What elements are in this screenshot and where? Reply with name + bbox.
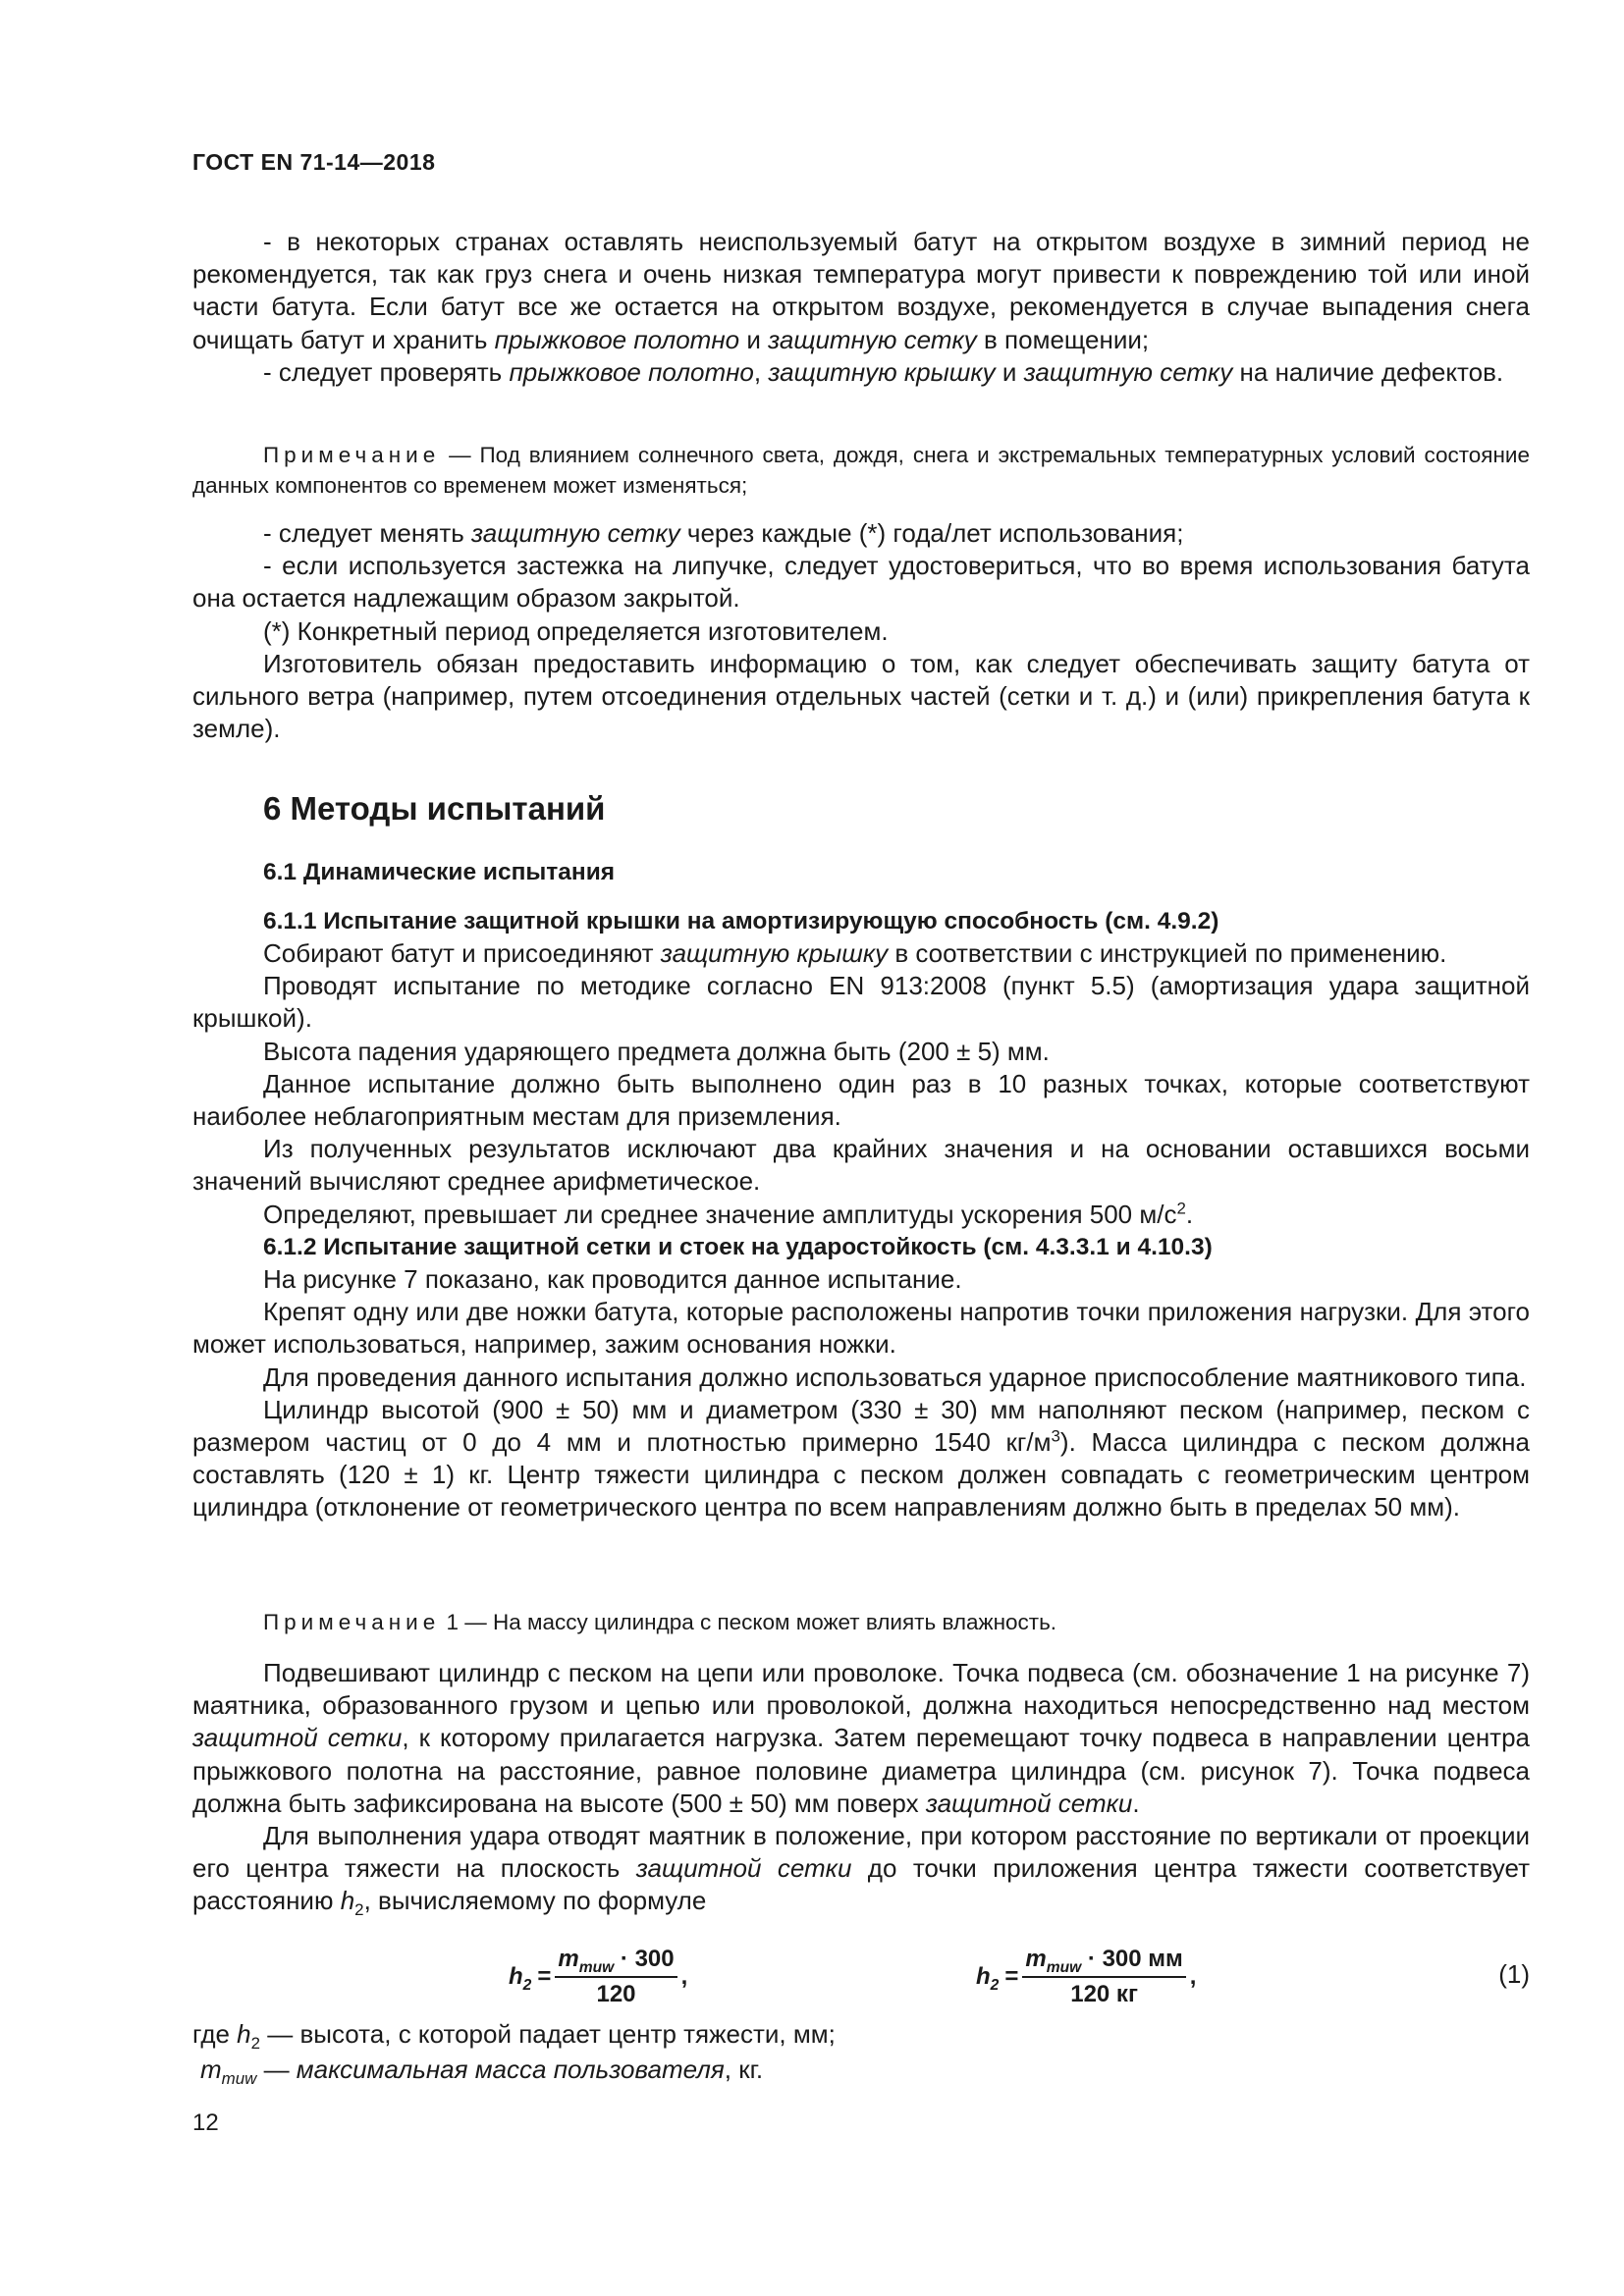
page-number: 12 <box>192 2109 219 2136</box>
text-block-4 <box>192 1657 1530 1918</box>
subsection-heading-6-1-2: 6.1.2 Испытание защитной сетки и стоек на ударостойкость (см. 4.3.3.1 и 4.10.3) <box>263 1233 1213 1260</box>
fraction: $\frac{m_{muw} \cdot 300}{120}$ <box>555 1946 677 2008</box>
paragraph: - следует менять защитную сетку через каждые (*) года/лет использования; <box>263 518 1184 548</box>
formula-with-units: $h_2$ = $\frac{m_{muw} \cdot 300 мм}{120 кг}$ , <box>976 1946 1197 2007</box>
paragraph: Для выполнения удара отводят маятник в положение, при котором расстояние по вертикали от проекции его центра тяжести на плоскость защитной сетки до точки приложения центра тяжести соответствует расстоянию $h_2$, вычисляемому по формуле <box>192 1821 1531 1920</box>
note-1: Примечание — Под влиянием солнечного света, дождя, снега и экстремальных температурных условий состояние данных компонентов со временем может изменяться; <box>192 443 1530 498</box>
paragraph: Высота падения ударяющего предмета должна быть (200 ± 5) мм. <box>263 1036 1050 1066</box>
subsection-heading-6-1-1: 6.1.1 Испытание защитной крышки на амортизирующую способность (см. 4.9.2) <box>263 908 1219 934</box>
paragraph: - если используется застежка на липучке, следует удостовериться, что во время использования батута она остается надлежащим образом закрытой. <box>192 551 1530 614</box>
paragraph: Подвешивают цилиндр с песком на цепи или проволоке. Точка подвеса (см. обозначение 1 на рисунке 7) маятника, образованного грузом и цепью или проволокой, должна находиться непосредственно над местом защитной сетки, к которому прилагается нагрузка. Затем перемещают точку подвеса в направлении центра прыжкового полотна на расстояние, равное половине диаметра цилиндра (см. рисунок 7). Точка подвеса должна быть зафиксирована на высоте (500 ± 50) мм поверх защитной сетки. <box>192 1658 1531 1818</box>
note-label: Примечание <box>263 443 441 467</box>
paragraph: Изготовитель обязан предоставить информацию о том, как следует обеспечивать защиту батута от сильного ветра (например, путем отсоединения отдельных частей (сетки и т. д.) и (или) прикрепления батута к земле). <box>192 648 1530 744</box>
paragraph: Собирают батут и присоединяют защитную крышку в соответствии с инструкцией по применению. <box>263 938 1447 968</box>
paragraph: - следует проверять прыжковое полотно, защитную крышку и защитную сетку на наличие дефектов. <box>263 356 1504 387</box>
document-header: ГОСТ EN 71-14—2018 <box>192 149 436 175</box>
note-label: Примечание <box>263 1610 441 1634</box>
paragraph: Цилиндр высотой (900 ± 50) мм и диаметром (330 ± 30) мм наполняют песком (например, песком с размером частиц от 0 до 4 мм и плотностью примерно 1540 $кг/м^3$). Масса цилиндра с песком должна составлять (120 ± 1) кг. Центр тяжести цилиндра с песком должен совпадать с геометрическим центром цилиндра (отклонение от геометрического центра по всем направлениям должно быть в пределах 50 мм). <box>192 1394 1530 1522</box>
paragraph: Данное испытание должно быть выполнено один раз в 10 разных точках, которые соответствуют наиболее неблагоприятным местам для приземления. <box>192 1068 1530 1132</box>
section-heading-6: 6 Методы испытаний <box>263 790 606 827</box>
formula-legend-h2: где $h_2$ — высота, с которой падает центр тяжести, мм; <box>192 2019 836 2054</box>
paragraph: Из полученных результатов исключают два крайних значения и на основании оставшихся восьми значений вычисляют среднее арифметическое. <box>192 1134 1530 1197</box>
text-block-2 <box>192 517 1530 745</box>
paragraph: Крепят одну или две ножки батута, которые расположены напротив точки приложения нагрузки. Для этого может использоваться, например, зажим основания ножки. <box>192 1297 1530 1360</box>
paragraph: (*) Конкретный период определяется изготовителем. <box>263 615 889 646</box>
paragraph: Для проведения данного испытания должно использоваться ударное приспособление маятникового типа. <box>263 1362 1527 1392</box>
formula-number: (1) <box>1498 1959 1530 1989</box>
subsection-heading-6-1: 6.1 Динамические испытания <box>263 859 616 885</box>
text-block-1 <box>192 226 1530 389</box>
formula-1 <box>192 1946 1530 2010</box>
paragraph: Проводят испытание по методике согласно EN 913:2008 (пункт 5.5) (амортизация удара защитной крышкой). <box>192 971 1530 1034</box>
note-2: Примечание 1 — На массу цилиндра с песком может влиять влажность. <box>263 1610 1057 1634</box>
formula-legend-mmuw: $m_{muw}$ — максимальная масса пользователя, кг. <box>200 2055 764 2089</box>
text-block-3 <box>192 937 1530 1524</box>
paragraph: - в некоторых странах оставлять неиспользуемый батут на открытом воздухе в зимний период не рекомендуется, так как груз снега и очень низкая температура могут привести к повреждению той или иной части батута. Если батут все же остается на открытом воздухе, рекомендуется в случае выпадения снега очищать батут и хранить прыжковое полотно и защитную сетку в помещении; <box>192 227 1530 354</box>
formula-unitless: $h_2$ = $\frac{m_{muw} \cdot 300}{120}$ , <box>509 1946 688 2007</box>
paragraph: На рисунке 7 показано, как проводится данное испытание. <box>263 1264 962 1295</box>
paragraph: Определяют, превышает ли среднее значение амплитуды ускорения 500 $м/с^2$. <box>263 1198 1194 1229</box>
fraction: $\frac{m_{muw} \cdot 300 мм}{120 кг}$ <box>1022 1946 1185 2008</box>
